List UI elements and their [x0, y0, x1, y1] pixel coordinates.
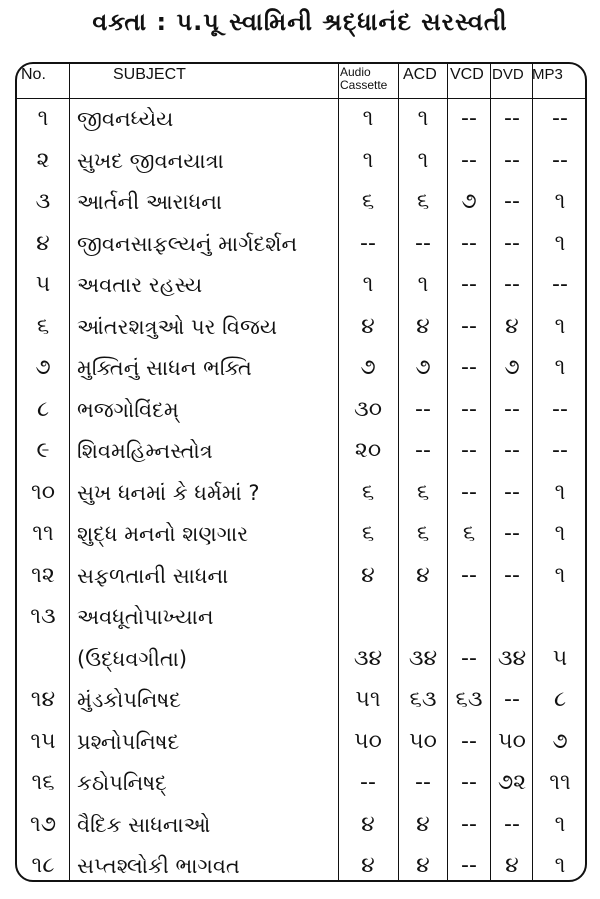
row-vcd: ૭	[461, 189, 477, 214]
row-acd: ૫૦	[409, 728, 437, 754]
row-vcd: --	[461, 728, 477, 754]
row-subject: વૈદિક સાધનાઓ	[77, 812, 211, 837]
row-mp3: ૧	[554, 479, 566, 505]
row-number: ૨	[36, 147, 50, 173]
row-audio-cassette: ૬	[361, 521, 375, 546]
row-vcd: --	[461, 313, 477, 339]
column-divider	[490, 64, 491, 880]
row-vcd: --	[461, 853, 477, 878]
column-divider	[398, 64, 399, 880]
row-vcd: --	[461, 438, 477, 463]
row-acd: --	[415, 770, 431, 795]
row-acd: ૪	[416, 562, 430, 588]
row-subject: અવધૂતોપાખ્યાન	[77, 605, 214, 629]
row-acd: --	[415, 438, 431, 463]
row-mp3: --	[552, 396, 568, 422]
row-acd: ૪	[416, 313, 430, 339]
row-vcd: --	[461, 645, 477, 671]
row-audio-cassette: ૭	[360, 355, 376, 380]
row-mp3: --	[552, 438, 568, 463]
row-dvd: --	[504, 811, 520, 837]
row-vcd: --	[461, 562, 477, 588]
row-audio-cassette: ૩૦	[354, 396, 382, 422]
row-vcd: --	[461, 396, 477, 422]
row-number: ૧૫	[30, 728, 56, 754]
row-acd: --	[415, 396, 431, 422]
row-audio-cassette: ૧	[362, 106, 374, 131]
row-dvd: --	[504, 147, 520, 173]
catalog-table	[15, 62, 587, 882]
row-subject: આંતરશત્રુઓ પર વિજય	[77, 314, 278, 339]
row-subject: જીવનસાફલ્યનું માર્ગદર્શન	[77, 231, 298, 256]
row-number: ૯	[36, 438, 50, 463]
row-mp3: ૧	[554, 853, 566, 878]
row-audio-cassette: ૬	[361, 479, 375, 505]
row-acd: ૪	[416, 811, 430, 837]
row-number: ૧૪	[30, 687, 56, 712]
row-acd: ૧	[417, 272, 429, 297]
row-vcd: --	[461, 355, 477, 380]
header-audio	[340, 66, 387, 92]
row-vcd: --	[461, 147, 477, 173]
row-subject: સુખ ધનમાં કે ધર્મમાં ?	[77, 480, 260, 505]
row-number: ૧૦	[30, 479, 56, 505]
page-title: વક્તા : પ.પૂ સ્વામિની શ્રદ્ધાનંદ સરસ્વતી	[92, 8, 508, 36]
row-mp3: ૮	[553, 687, 567, 712]
row-number: ૭	[35, 355, 51, 380]
row-mp3: ૧	[554, 189, 566, 214]
row-subject: શુદ્ધ મનનો શણગાર	[77, 522, 249, 546]
row-acd: --	[415, 230, 431, 256]
header-divider	[17, 98, 585, 99]
row-audio-cassette: --	[360, 770, 376, 795]
row-audio-cassette: ૧	[362, 147, 374, 173]
row-mp3: --	[552, 272, 568, 297]
row-mp3: ૫	[552, 645, 568, 671]
row-number: ૫	[35, 272, 51, 297]
row-vcd: ૬	[462, 521, 476, 546]
row-number: ૪	[36, 230, 50, 256]
row-subject: અવતાર રહસ્ય	[77, 273, 203, 297]
row-vcd: --	[461, 106, 477, 131]
row-mp3: ૧	[554, 562, 566, 588]
row-number: ૧૭	[29, 811, 57, 837]
row-subject: પ્રશ્નોપનિષદ	[77, 729, 180, 754]
row-vcd: --	[461, 479, 477, 505]
header-mp3: MP3	[532, 66, 563, 83]
row-audio-cassette: ૫૦	[354, 728, 382, 754]
row-dvd: --	[504, 687, 520, 712]
row-acd: ૬	[416, 189, 430, 214]
row-number: ૬	[36, 313, 50, 339]
row-number: ૩	[35, 189, 51, 214]
row-number: ૧૬	[31, 770, 55, 795]
row-dvd: --	[504, 106, 520, 131]
row-dvd: --	[504, 230, 520, 256]
row-subject: સપ્તશ્લોકી ભાગવત	[77, 854, 240, 878]
row-dvd: --	[504, 562, 520, 588]
row-acd: ૧	[417, 106, 429, 131]
row-mp3: ૧	[554, 355, 566, 380]
row-dvd: ૭	[504, 355, 520, 380]
header-subject: SUBJECT	[113, 66, 186, 83]
row-number: ૧	[37, 106, 49, 131]
row-audio-cassette: ૬	[361, 189, 375, 214]
column-divider	[69, 64, 70, 880]
row-audio-cassette: ૪	[361, 562, 375, 588]
row-acd: ૪	[416, 853, 430, 878]
row-subject: મુંડકોપનિષદ	[77, 688, 181, 712]
row-subject: ભજગોવિંદમ્	[77, 397, 179, 422]
header-vcd: VCD	[450, 66, 484, 83]
row-audio-cassette: --	[360, 230, 376, 256]
header-audio-line2: Cassette	[340, 78, 388, 92]
row-mp3: ૧	[554, 811, 566, 837]
row-audio-cassette: ૫૧	[355, 687, 381, 712]
row-acd: ૩૪	[408, 645, 438, 671]
row-subject: જીવનધ્યેય	[77, 107, 174, 131]
header-no: No.	[21, 66, 46, 83]
row-dvd: --	[504, 189, 520, 214]
row-acd: ૬૩	[409, 687, 437, 712]
row-dvd: ૪	[505, 313, 519, 339]
row-audio-cassette: ૪	[361, 313, 375, 339]
row-subject: શિવમહિમ્નસ્તોત્ર	[77, 439, 213, 463]
row-audio-cassette: ૨૦	[354, 438, 382, 463]
column-divider	[447, 64, 448, 880]
row-acd: ૬	[416, 479, 430, 505]
row-dvd: ૭૨	[497, 770, 527, 795]
row-mp3: --	[552, 106, 568, 131]
column-divider	[532, 64, 533, 880]
row-subject: આર્તની આરાધના	[77, 190, 223, 214]
row-subject: સફળતાની સાધના	[77, 563, 229, 588]
row-mp3: ૧	[554, 521, 566, 546]
row-dvd: ૪	[505, 853, 519, 878]
row-audio-cassette: ૧	[362, 272, 374, 297]
row-mp3: ૧	[554, 313, 566, 339]
header-audio-line1: Audio	[340, 65, 371, 79]
row-vcd: --	[461, 230, 477, 256]
row-dvd: ૫૦	[498, 728, 526, 754]
row-dvd: --	[504, 272, 520, 297]
row-subject: (ઉદ્ધવગીતા)	[77, 646, 188, 671]
column-divider	[338, 64, 339, 880]
row-dvd: ૩૪	[497, 645, 527, 671]
row-number: ૧૨	[31, 562, 55, 588]
row-vcd: ૬૩	[455, 687, 483, 712]
row-vcd: --	[461, 811, 477, 837]
row-dvd: --	[504, 521, 520, 546]
row-subject: મુક્તિનું સાધન ભક્તિ	[77, 356, 252, 380]
row-subject: સુખદ જીવનયાત્રા	[77, 148, 224, 173]
row-mp3: ૧	[554, 230, 566, 256]
row-acd: ૧	[417, 147, 429, 173]
row-number: ૮	[36, 396, 50, 422]
header-dvd: DVD	[492, 66, 524, 83]
row-dvd: --	[504, 438, 520, 463]
row-vcd: --	[461, 770, 477, 795]
row-acd: ૬	[416, 521, 430, 546]
row-dvd: --	[504, 396, 520, 422]
row-audio-cassette: ૪	[361, 811, 375, 837]
row-mp3: --	[552, 147, 568, 173]
row-number: ૧૧	[32, 521, 54, 546]
row-mp3: ૭	[552, 728, 568, 754]
row-dvd: --	[504, 479, 520, 505]
row-vcd: --	[461, 272, 477, 297]
row-audio-cassette: ૪	[361, 853, 375, 878]
row-subject: કઠોપનિષદ્	[77, 771, 167, 795]
row-number: ૧૮	[31, 853, 55, 878]
row-acd: ૭	[415, 355, 431, 380]
row-mp3: ૧૧	[549, 770, 571, 795]
row-number: ૧૩	[30, 604, 56, 629]
header-acd: ACD	[403, 66, 437, 83]
row-audio-cassette: ૩૪	[353, 645, 383, 671]
